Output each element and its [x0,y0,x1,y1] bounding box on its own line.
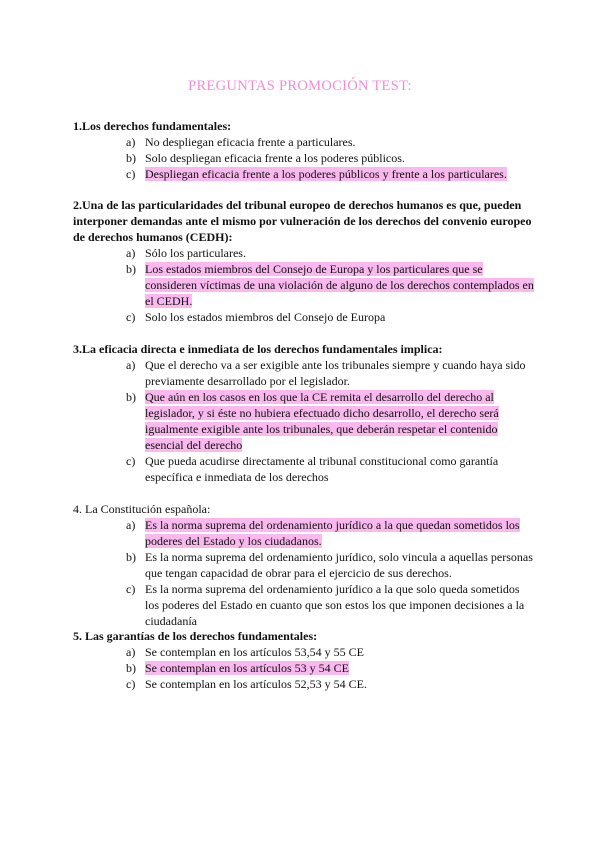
question-5: 5. Las garantías de los derechos fundamentales: [73,629,318,643]
question-2: 2.Una de las particularidades del tribunal europeo de derechos humanos es que, pueden interponer demandas ante el mismo por vulneración de los derechos del convenio europeo de derechos humanos (CEDH): [73,198,532,244]
option-4c: c) Es la norma suprema del ordenamiento jurídico a la que solo queda sometidos los poderes del Estado en cuanto que son estos los que imponen decisiones a la ciudadanía [126,582,525,628]
question-1: 1.Los derechos fundamentales: [73,119,232,133]
option-2c: c) Solo los estados miembros del Consejo de Europa [126,310,386,324]
option-5b-highlighted: b) Se contemplan en los artículos 53 y 54 CE [126,661,349,675]
option-5a: a) Se contemplan en los artículos 53,54 y 55 CE [126,645,364,659]
question-5-options [126,644,536,692]
option-4a-highlighted: a) Es la norma suprema del ordenamiento jurídico a la que quedan sometidos los poderes del Estado y los ciudadanos. [126,518,520,548]
option-3a: a) Que el derecho va a ser exigible ante los tribunales siempre y cuando haya sido previamente desarrollado por el legislador. [126,358,526,388]
option-1b: b) Solo despliegan eficacia frente a los poderes públicos. [126,151,405,165]
option-3c: c) Que pueda acudirse directamente al tribunal constitucional como garantía específica e inmediata de los derechos [126,454,499,484]
option-2a: a) Sólo los particulares. [126,246,246,260]
question-4-options [126,517,536,629]
option-5c: c) Se contemplan en los artículos 52,53 y 54 CE. [126,677,367,691]
question-2-options [126,245,536,325]
question-1-options [126,134,536,182]
option-3b-highlighted: b) Que aún en los casos en los que la CE remita el desarrollo del derecho al legislador, y si éste no hubiera efectuado dicho desarrollo, el derecho será igualmente exigible ante los tribunales, que deberán respetar el contenido esencial del derecho [126,390,499,452]
question-4: 4. La Constitución española: [73,502,211,516]
document-title: PREGUNTAS PROMOCIÓN TEST: [188,78,412,94]
option-4b: b) Es la norma suprema del ordenamiento jurídico, solo vincula a aquellas personas que tengan capacidad de obrar para el ejercicio de sus derechos. [126,550,533,580]
option-1a: a) No despliegan eficacia frente a particulares. [126,135,356,149]
option-2b-highlighted: b) Los estados miembros del Consejo de Europa y los particulares que se consideren víctimas de una violación de alguno de los derechos contemplados en el CEDH. [126,262,534,308]
option-1c-highlighted: c) Despliegan eficacia frente a los poderes públicos y frente a los particulares. [126,167,507,181]
question-3: 3.La eficacia directa e inmediata de los derechos fundamentales implica: [73,342,443,356]
question-3-options [126,357,536,485]
